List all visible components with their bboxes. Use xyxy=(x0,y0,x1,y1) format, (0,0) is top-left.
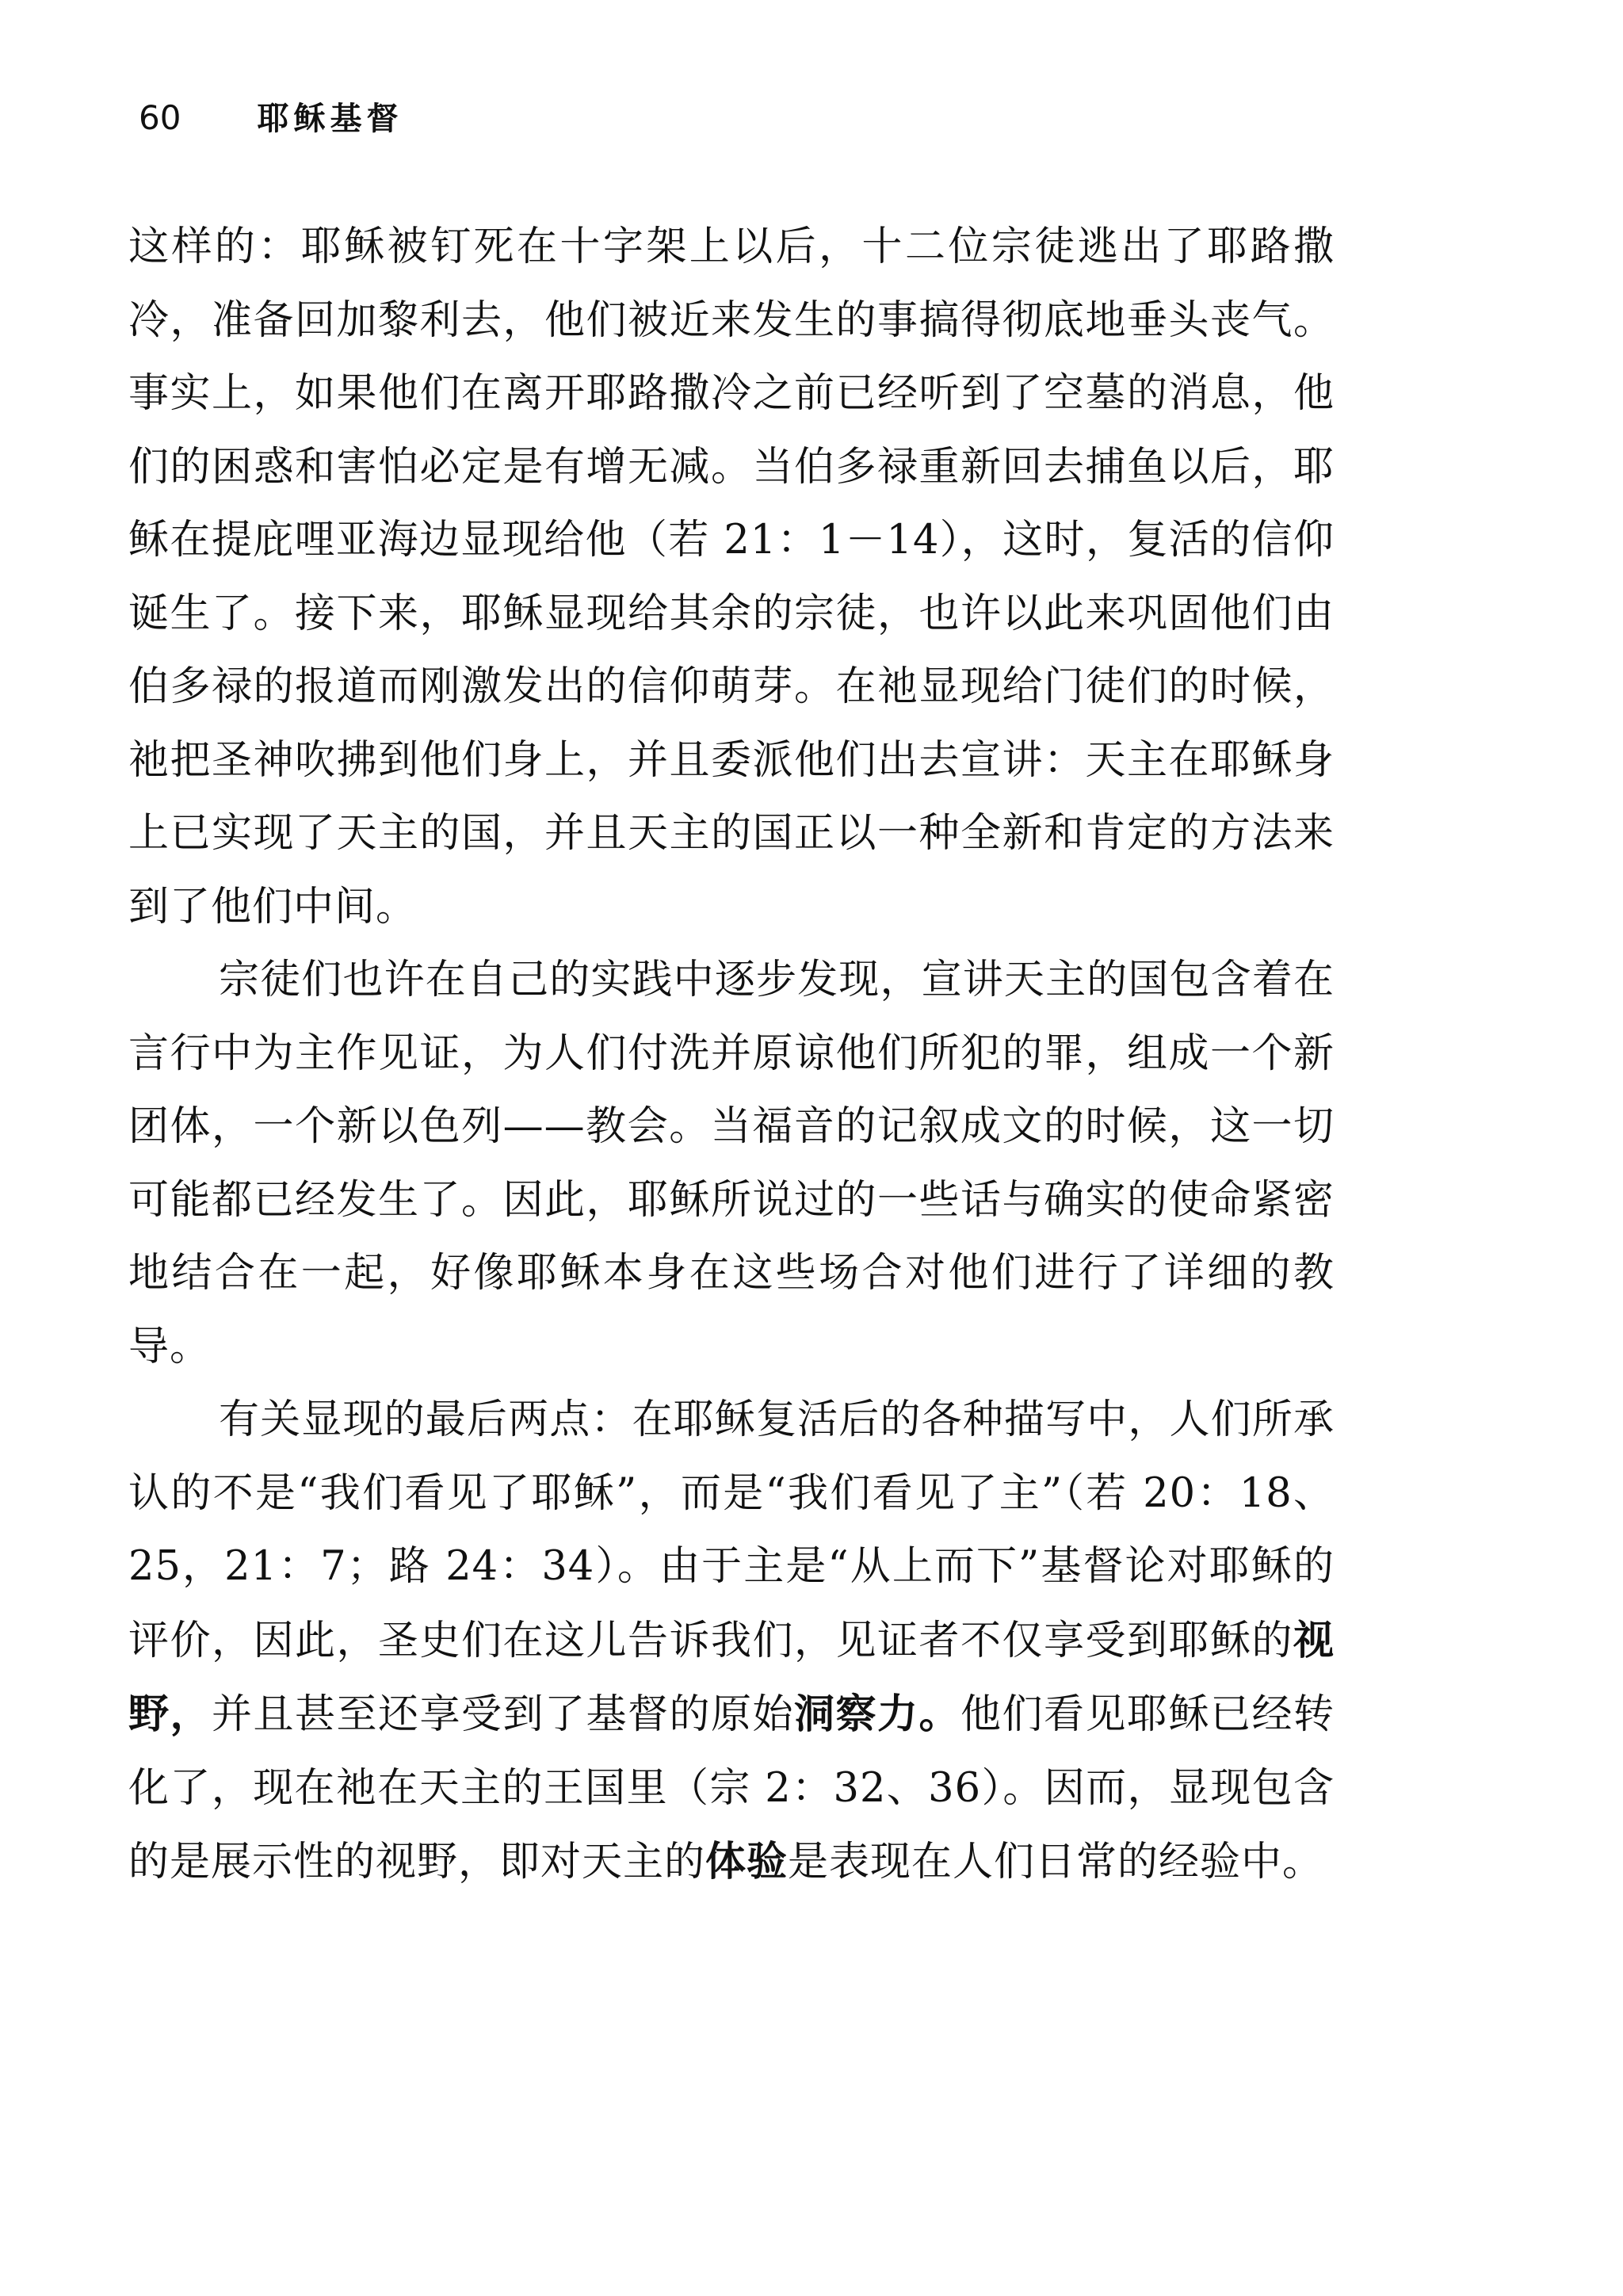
body-text xyxy=(128,211,1335,1900)
page-header xyxy=(139,94,403,149)
running-title: 耶稣基督 xyxy=(257,100,403,137)
paragraph-3-text-a: 有关显现的最后两点：在耶稣复活后的各种描写中，人们所承认的不是“我们看见了耶稣”，而是“我们看见了主”（若 20：18、25，21：7；路 24：34）。由于主是“从上而下”基督论对耶稣的评价，因此，圣史们在这儿告诉我们，见证者不仅享受到耶稣的 xyxy=(128,1396,1335,1664)
paragraph-3-text-d: 是表现在人们日常的经验中。 xyxy=(788,1839,1324,1885)
page-number: 60 xyxy=(139,98,181,137)
paragraph-3-text-b: 并且甚至还享受到了基督的原始 xyxy=(212,1691,794,1738)
bold-term-vision: 视野， xyxy=(128,1616,1335,1738)
paragraph-2: 宗徒们也许在自己的实践中逐步发现，宣讲天主的国包含着在言行中为主作见证，为人们付洗并原谅他们所犯的罪，组成一个新团体，一个新以色列——教会。当福音的记叙成文的时候，这一切可能都已经发生了。因此，耶稣所说过的一些话与确实的使命紧密地结合在一起，好像耶稣本身在这些场合对他们进行了详细的教导。 xyxy=(128,957,1335,1370)
bold-term-insight: 洞察力。 xyxy=(793,1690,960,1738)
paragraph-3 xyxy=(128,1384,1335,1900)
bold-term-experience: 体验 xyxy=(705,1838,789,1885)
paragraph-1: 这样的：耶稣被钉死在十字架上以后，十二位宗徒逃出了耶路撒冷，准备回加黎利去，他们被近来发生的事搞得彻底地垂头丧气。事实上，如果他们在离开耶路撒冷之前已经听到了空墓的消息，他们的困惑和害怕必定是有增无减。当伯多禄重新回去捕鱼以后，耶稣在提庇哩亚海边显现给他（若 21：1－14），这时，复活的信仰诞生了。接下来，耶稣显现给其余的宗徒，也许以此来巩固他们由伯多禄的报道而刚激发出的信仰萌芽。在祂显现给门徒们的时候，祂把圣神吹拂到他们身上，并且委派他们出去宣讲：天主在耶稣身上已实现了天主的国，并且天主的国正以一种全新和肯定的方法来到了他们中间。 xyxy=(128,223,1335,930)
paragraph-3-text-c: 他们看见耶稣已经转化了，现在祂在天主的王国里（宗 2：32、36）。因而，显现包含的是展示性的视野，即对天主的 xyxy=(128,1691,1335,1885)
